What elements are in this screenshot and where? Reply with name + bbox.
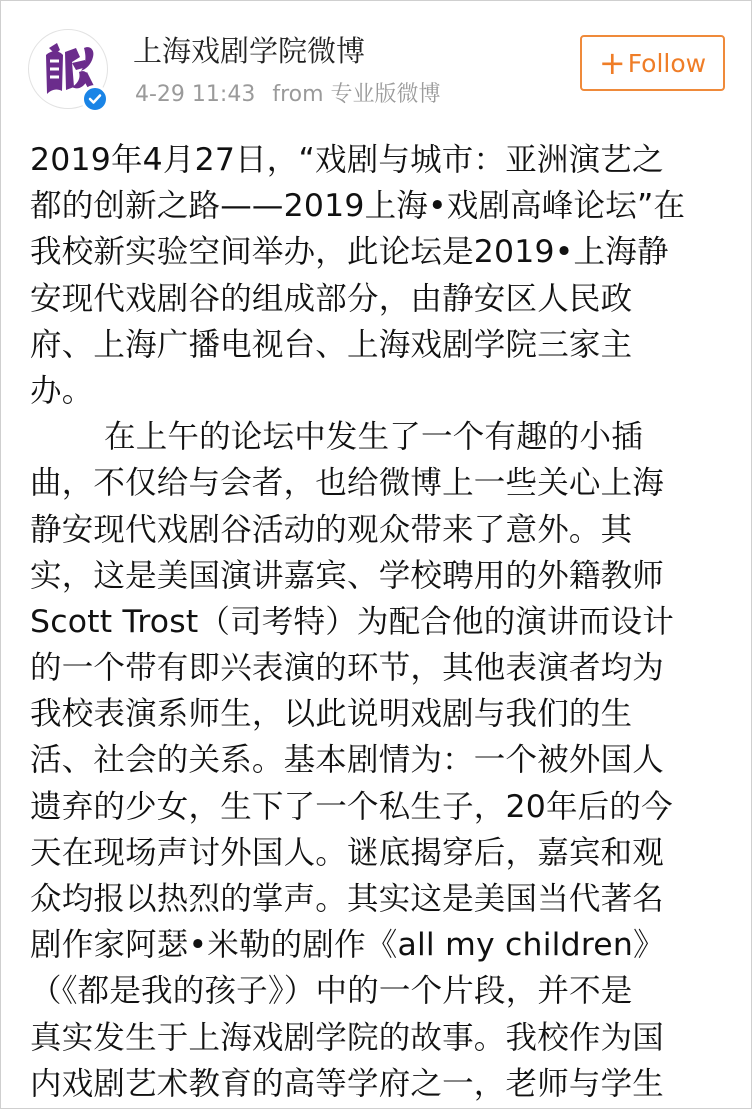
post-text-line: 的一个带有即兴表演的环节，其他表演者均为 <box>30 650 665 687</box>
post-timestamp: 4-29 11:43 <box>135 82 256 107</box>
post-text-line: 办。 <box>30 372 94 409</box>
post-text-line: 遗弃的少女，生下了一个私生子，20年后的今 <box>30 788 673 825</box>
post-text-line: 府、上海广播电视台、上海戏剧学院三家主 <box>30 326 633 363</box>
post-text-line: 众均报以热烈的掌声。其实这是美国当代著名 <box>30 881 665 917</box>
post-text-line: 静安现代戏剧谷活动的观众带来了意外。其 <box>30 511 633 548</box>
post-text-line: 我校新实验空间举办，此论坛是2019•上海静 <box>30 234 669 271</box>
post-text-line: Scott Trost（司考特）为配合他的演讲而设计 <box>30 603 674 640</box>
post-text-line: 天在现场声讨外国人。谜底揭穿后，嘉宾和观 <box>30 834 665 871</box>
post-text-line: 安现代戏剧谷的组成部分，由静安区人民政 <box>30 280 633 317</box>
post-meta <box>135 80 451 110</box>
post-text-line: 真实发生于上海戏剧学院的故事。我校作为国 <box>30 1019 665 1056</box>
post-source[interactable]: from 专业版微博 <box>272 82 441 107</box>
post-text-line: 内戏剧艺术教育的高等学府之一，老师与学生 <box>30 1065 665 1102</box>
post-header <box>1 1 752 126</box>
post-text-line: 实，这是美国演讲嘉宾、学校聘用的外籍教师 <box>30 557 665 594</box>
post-text <box>30 137 724 1107</box>
post-text-line: 曲，不仅给与会者，也给微博上一些关心上海 <box>30 465 665 502</box>
post-text-line: 剧作家阿瑟•米勒的剧作《all my children》 <box>30 927 665 964</box>
post-text-line: 在上午的论坛中发生了一个有趣的小插 <box>104 419 643 456</box>
follow-label: Follow <box>627 48 707 78</box>
post-text-line: 我校表演系师生，以此说明戏剧与我们的生 <box>30 696 633 733</box>
account-name[interactable]: 上海戏剧学院微博 <box>133 34 366 68</box>
post-text-line: 活、社会的关系。基本剧情为：一个被外国人 <box>30 742 665 779</box>
verified-icon <box>81 85 109 113</box>
post-text-line: 2019年4月27日，“戏剧与城市：亚洲演艺之 <box>30 142 664 178</box>
follow-button[interactable] <box>580 35 725 91</box>
post-text-line: 都的创新之路——2019上海•戏剧高峰论坛”在 <box>30 188 686 225</box>
plus-icon: + <box>598 44 626 82</box>
post-text-line: （《都是我的孩子》）中的一个片段，并不是 <box>30 973 633 1010</box>
